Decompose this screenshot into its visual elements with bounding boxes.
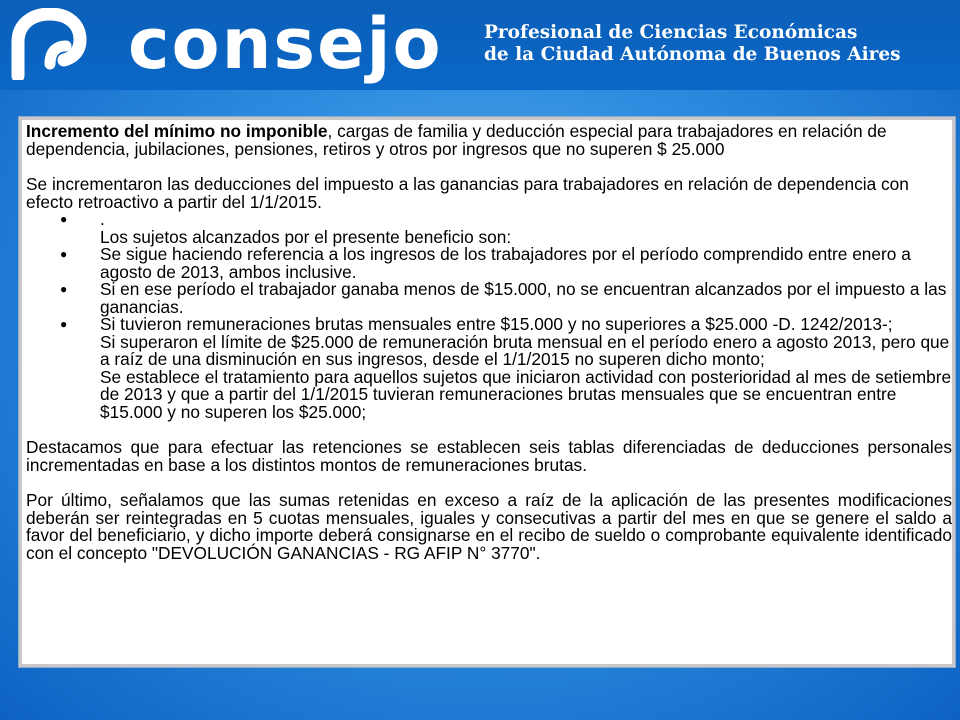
heading-bold: Incremento del mínimo no imponible xyxy=(26,121,328,141)
final-paragraph: Por último, señalamos que las sumas retenidas en exceso a raíz de la aplicación de las presentes modificaciones deberán ser reintegradas en 5 cuotas mensuales, iguales y consecutivas a partir del mes en que se genere el saldo a favor del beneficiario, y dicho importe deberá consignarse en el recibo de sueldo o comprobante equivalente identificado con el concepto "DEVOLUCIÓN GANANCIAS - RG AFIP N° 3770". xyxy=(26,490,952,563)
document-text xyxy=(26,123,952,562)
bullet-dot-icon: ● xyxy=(60,282,68,296)
brand-wordmark: consejo xyxy=(128,3,443,85)
consejo-logo-icon xyxy=(10,8,88,80)
list-item xyxy=(26,281,952,316)
organization-name xyxy=(484,22,901,66)
list-item xyxy=(26,246,952,281)
eligibility-list xyxy=(26,211,952,421)
tables-paragraph: Destacamos que para efectuar las retenciones se establecen seis tablas diferenciadas de deducciones personales incrementadas en base a los distintos montos de remuneraciones brutas. xyxy=(26,437,952,475)
list-item-text: Si en ese período el trabajador ganaba menos de $15.000, no se encuentran alcanzados por el impuesto a las ganancias. xyxy=(100,279,947,317)
list-item-text: Si tuvieron remuneraciones brutas mensuales entre $15.000 y no superiores a $25.000 -D. 1242/2013-; Si superaron el límite de $25.000 de remuneración bruta mensual en el período enero a agosto 2013, pero que a raíz de una disminución en sus ingresos, desde el 1/1/2015 no superen dicho monto; Se establece el tratamiento para aquellos sujetos que iniciaron actividad con posterioridad al mes de setiembre de 2013 y que a partir del 1/1/2015 tuvieran remuneraciones brutas mensuales que se encuentran entre $15.000 y no superen los $25.000; xyxy=(100,314,952,422)
header-banner xyxy=(0,0,960,90)
list-item-text: . Los sujetos alcanzados por el presente beneficio son: xyxy=(100,209,512,247)
content-panel xyxy=(19,117,955,667)
tagline-line-2: de la Ciudad Autónoma de Buenos Aires xyxy=(484,44,901,65)
list-item-text: Se sigue haciendo referencia a los ingresos de los trabajadores por el período comprendido entre enero a agosto de 2013, ambos inclusive. xyxy=(100,244,911,282)
bullet-dot-icon: ● xyxy=(60,247,68,261)
bullet-dot-icon: ● xyxy=(60,212,68,226)
intro-paragraph: Se incrementaron las deducciones del impuesto a las ganancias para trabajadores en relación de dependencia con efecto retroactivo a partir del 1/1/2015. xyxy=(26,174,909,212)
heading-paragraph xyxy=(26,123,952,158)
bullet-dot-icon: ● xyxy=(60,317,68,331)
list-item xyxy=(26,316,952,421)
heading-rest: , cargas de familia y deducción especial para trabajadores en relación de dependencia, jubilaciones, pensiones, retiros y otros por ingresos que no superen $ 25.000 xyxy=(26,121,887,159)
list-item xyxy=(26,211,952,246)
tagline-line-1: Profesional de Ciencias Económicas xyxy=(484,22,858,43)
